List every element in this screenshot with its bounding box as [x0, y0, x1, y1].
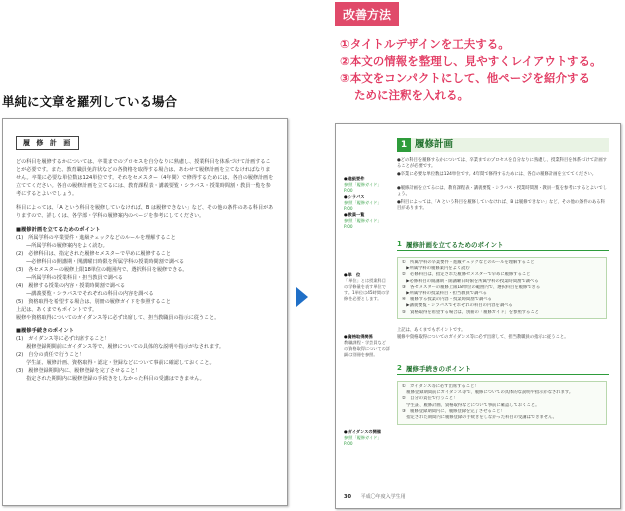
side-note-title: ●ガイダンスの開催	[344, 429, 381, 434]
side-note-text: 参照「履修ガイド」P.00	[344, 182, 382, 193]
tip-1: ①タイトルデザインを工夫する。	[340, 37, 510, 51]
side-note-title: ●資格取得関係	[344, 334, 373, 339]
section-2-header	[397, 364, 609, 375]
before-sec1-line: (2) 必修科目は、指定された履修セメスターで早めに履修すること	[16, 251, 171, 257]
side-note-text: 参照「履修ガイド」P.00	[344, 218, 382, 229]
section-1-line: ③ 各セメスターの履修上限18単位の範囲内で、選択科目を履修できる	[402, 284, 541, 290]
before-sec2-title: ■履修手続きのポイント	[16, 328, 74, 334]
section-1-title: 履修計画を立てるためのポイント	[406, 241, 504, 249]
tip-2: ②本文の情報を整理し、見やすくレイアウトする。	[340, 54, 602, 68]
before-sec2-line: 指定された期間内に履修登録の手続きをしなかった科目の受講はできません。	[16, 376, 205, 382]
side-note	[344, 176, 390, 194]
tip-3-cont: ために注釈を入れる。	[354, 88, 469, 102]
section-2-line: ② 自分の責任で行うこと！	[402, 396, 458, 402]
before-sec1-line: 上記は、あくまでもポイントです。	[16, 307, 98, 313]
section-2-box	[397, 381, 607, 425]
section-1-line: ④ 履修する授業の内容・授業時間割で調べる	[402, 297, 492, 303]
side-note-title: ●教員一覧	[344, 212, 365, 217]
before-sec2-line: (1) ガイダンス等に必ず出席すること！	[16, 336, 110, 342]
section-1-line: ⑤ 資格取得を希望する場合は、別冊の「履修ガイド」を参照すること	[402, 309, 539, 315]
before-sec1-line: ―必修科目の開講期・開講曜日時限を所属学科の授業時間割で調べる	[16, 259, 185, 265]
side-note-title: ●進級要件	[344, 176, 365, 181]
section-1-number: 1	[397, 240, 402, 248]
improvement-tips	[340, 36, 625, 104]
section-1-line: ▶所属学科の履修案内をよく読む	[402, 266, 470, 272]
section-2-line: 指定された期間内に履修登録の手続きをしなかった科目の受講はできません。	[402, 415, 557, 421]
section-2-number: 2	[397, 364, 402, 372]
side-note	[344, 334, 390, 358]
before-sec1-line: 履修や資格取得についてのガイダンス等に必ず出席して、担当教職員の指示に従うこと。	[16, 315, 220, 321]
chapter-number: 1	[397, 138, 411, 152]
section-1-line: ▶講義要覧・シラバスでそれぞれの科目の内容を調べる	[402, 303, 513, 309]
chapter-header	[397, 138, 609, 152]
before-sec1-line: (3) 各セメスターの履修上限18単位の範囲内で、選択科目を履修できる。	[16, 267, 188, 273]
side-note	[344, 272, 390, 302]
before-intro-2: 科目によっては、「A という科目を履修していなければ、B は履修できない」など、その他の条件のある科目がありますので、詳しくは、各学部・学科の履修案内のページを参考にしてください。	[16, 205, 274, 219]
arrow-right-icon	[296, 287, 308, 307]
section-1-line: ① 所属学科の卒業要件・進級チェックなどのルールを理解すること	[402, 260, 535, 265]
page-footer	[344, 493, 406, 500]
section-2-line: 学生証、履修計画、資格取得などについて事前に確認しておくこと。	[402, 402, 540, 408]
before-sec2-line: 学生証、履修計画、資格取得・認定・登録などについて事前に確認しておくこと。	[16, 360, 215, 366]
section-2-title: 履修手続きのポイント	[406, 365, 471, 373]
after-intro-1: ●どの科目を履修するかについては、卒業までのプロセスを自分なりに熟慮し、授業科目を体系づけて計画することが必要です。	[397, 158, 607, 170]
before-document	[2, 118, 288, 506]
chapter-title: 履修計画	[415, 139, 454, 150]
section-2-line: ③ 履修登録期間内に、履修登録を完了させること！	[402, 408, 505, 414]
side-note-text: 参照「履修ガイド」P.00	[344, 435, 382, 446]
section-1-line: ▶所属学科の授業科目・担当教員で調べる	[402, 291, 487, 297]
before-sec2-line: (2) 自分の責任で行うこと！	[16, 352, 85, 358]
footer-label: 平成〇年度入学生用	[360, 494, 406, 500]
before-sec1-line: ―所属学科の授業科目・担当教員で調べる	[16, 275, 123, 281]
section-1-note-1: 上記は、あくまでもポイントです。	[397, 328, 466, 333]
section-1-note-2: 履修や資格取得についてのガイダンス等に必ず出席して、担当教職員の指示に従うこと。	[397, 335, 569, 340]
side-note-title: ●シラバス	[344, 194, 365, 199]
side-note	[344, 212, 390, 230]
before-sec1-title: ■履修計画を立てるためのポイント	[16, 227, 101, 233]
tip-3: ③本文をコンパクトにして、他ページを紹介する	[340, 71, 590, 85]
side-note	[344, 194, 390, 212]
section-1-line: ▶必修科目の開講期・開講曜日時限を所属学科の授業時間割で調べる	[402, 278, 539, 284]
section-1-box	[397, 257, 607, 319]
section-1-line: ② 必修科目は、指定された履修セメスターで早めに履修すること	[402, 272, 531, 278]
before-sec2-line: (3) 履修登録期間内に、履修登録を完了させること！	[16, 368, 141, 374]
before-sec1-line: ―講義要覧・シラバスでそれぞれの科目の内容を調べる	[16, 291, 154, 297]
after-intro-4: ●科目によっては、「A という科目を履修していなければ、B は履修できない」など、その他の条件のある科目があります。	[397, 200, 605, 212]
after-intro-2: ●卒業に必要な単位数は124単位です。4年間で修得するためには、各自の履修計画を立ててください。	[397, 172, 597, 177]
before-title: 履 修 計 画	[16, 136, 79, 150]
improvement-badge: 改善方法	[335, 2, 399, 26]
before-intro-1: どの科目を履修するかについては、卒業までのプロセスを自分なりに熟慮し、授業科目を体系づけて計画することが必要です。また、教育職員免許状などの各資格を取得する場合は、あわせて履修計画を立てなければなりません。卒業に必要な単位数は124単位です。それをセメスター（4年間）で修得するためには、各自の履修計画を立ててください。各自の履修計画を立てるには、教育課程表・講義要覧・シラバス・授業時間割・教員一覧を参考にするとよいでしょう。	[16, 159, 274, 197]
section-2-line: 履修登録期間前にガイダンス等で、履修についての具体的な説明や指示がなされます。	[402, 390, 574, 396]
page-number: 30	[344, 494, 351, 500]
before-sec2-line: 履修登録期間前にガイダンス等で、履修についての具体的な説明や指示がなされます。	[16, 344, 224, 350]
section-2-line: ① ガイダンス等に必ず出席すること！	[402, 384, 479, 389]
before-sec1-line: (4) 履修する授業の内容・授業時間割で調べる	[16, 283, 126, 289]
side-note-text: 教職課程・学芸員などの資格取得についての詳細は別冊を参照。	[344, 340, 390, 357]
before-caption: 単純に文章を羅列している場合	[2, 94, 178, 109]
side-note	[344, 429, 390, 447]
after-intro-3: ●履修計画を立てるには、教育課程表・講義要覧・シラバス・授業時間割・教員一覧を参考にするとよいでしょう。	[397, 186, 607, 198]
side-note-text: 「単位」とは授業科目の学修量を表す単位です。1単位は45時間の学修を必要とします。	[344, 278, 390, 301]
after-document	[335, 123, 621, 509]
before-sec1-line: ―所属学科の履修案内をよく読む。	[16, 243, 108, 249]
section-1-header	[397, 240, 609, 251]
before-sec1-line: (5) 資格取得を希望する場合は、別冊の履修ガイドを参照すること	[16, 299, 171, 305]
side-note-text: 参照「履修ガイド」P.00	[344, 200, 382, 211]
side-note-title: ●単 位	[344, 272, 361, 277]
before-sec1-line: (1) 所属学科の卒業要件・進級チェックなどのルールを理解すること	[16, 235, 176, 241]
